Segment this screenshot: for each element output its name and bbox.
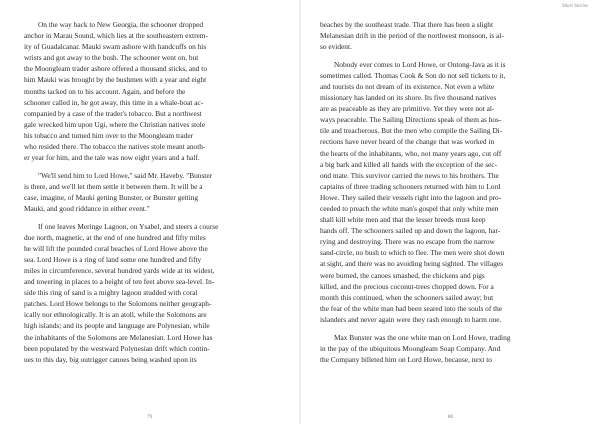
text-line: patches. Lord Howe belongs to the Solomons neither geograph- — [24, 299, 212, 309]
text-line: tile and treacherous. But the men who compile the Sailing Di- — [320, 126, 503, 136]
text-line: If one leaves Meringe Lagoon, on Ysabel, and steers a course — [38, 221, 219, 231]
text-line: missionary has landed on its shore. Its five thousand natives — [320, 93, 497, 103]
text-line: months tacked on to his account. Again, and before the — [24, 86, 186, 96]
text-line: ond mate. This survivor carried the news to his brothers. The — [320, 170, 499, 180]
text-line: hands off. The schooners sailed up and down the lagoon, har- — [320, 226, 501, 236]
text-line: ceeded to preach the white man's gospel that only white men — [320, 204, 499, 213]
text-line: so evident. — [320, 42, 352, 52]
text-line: On the way back to New Georgia, the schooner dropped — [38, 20, 204, 29]
text-line: "We'll send him to Lord Howe," said Mr. Haveby. "Bunster — [38, 170, 213, 180]
text-line: wrists and got away to the bush. The schooner went on, but — [24, 53, 199, 63]
text-line: ically nor ethnologically. It is an atoll, while the Solomons are — [24, 310, 207, 320]
text-line: captains of three trading schooners returned with him to Lord — [320, 181, 501, 191]
text-line: the inhabitants of the Solomons are Melanesian. Lord Howe has — [24, 332, 213, 342]
text-line: been populated by the westward Polynesian drift which contin- — [24, 343, 210, 353]
page-number: 79 — [147, 415, 152, 420]
text-line: case, imagine, of Mauki getting Bunster, or Bunster getting — [24, 192, 199, 202]
paragraph — [320, 332, 583, 365]
left-page — [0, 0, 299, 424]
text-line: islanders and never again were they rash enough to harm one. — [320, 314, 502, 324]
text-line: anchor in Marau Sound, which lies at the southeastern extrem- — [24, 31, 208, 41]
page-number: 80 — [448, 415, 453, 420]
text-line: companied by a case of the trader's tobacco. But a northwest — [24, 108, 202, 118]
text-line: month this continued, when the schooners sailed away; but — [320, 292, 494, 302]
text-line: the Moongleam trader ashore offered a thousand sticks, and to — [24, 64, 207, 74]
running-head: Short Stories — [562, 4, 588, 9]
text-line: him Mauki was brought by the bushmen with a year and eight — [24, 75, 207, 85]
text-line: a big bark and killed all hands with the exception of the sec- — [320, 159, 498, 169]
paragraph — [24, 221, 287, 365]
text-line: he will lift the pounded coral beaches of Lord Howe above the — [24, 243, 208, 253]
text-line: high islands; and its people and language are Polynesian, while — [24, 321, 210, 331]
text-line: his tobacco and turned him over to the Moongleam trader — [24, 130, 194, 140]
text-line: side this ring of sand is a mighty lagoon studded with coral — [24, 288, 198, 298]
text-line: Mauki, and good riddance in either event." — [24, 204, 150, 213]
paragraph — [320, 19, 583, 52]
text-line: schooner called in, he got away, this time in a whale-boat ac- — [24, 97, 204, 107]
text-line: Max Bunster was the one white man on Lord Howe, trading — [334, 332, 511, 342]
text-line: Howe. They sailed their vessels right into the lagoon and pro- — [320, 192, 502, 202]
text-line: the hearts of the inhabitants, who, not many years ago, cut off — [320, 148, 502, 158]
text-line: sea. Lord Howe is a ring of land some one hundred and fifty — [24, 254, 202, 264]
text-line: due north, magnetic, at the end of one hundred and fifty miles — [24, 232, 206, 242]
text-line: miles in circumference, several hundred yards wide at its widest, — [24, 265, 215, 275]
right-page-text — [320, 19, 583, 365]
text-line: and tourists do not dream of its existence. Not even a white — [320, 81, 495, 91]
text-line: gale wrecked him upon Ugi, where the Christian natives stole — [24, 119, 206, 129]
paragraph — [24, 19, 287, 163]
text-line: are as peaceable as they are primitive. Yet they were not al- — [320, 104, 495, 114]
text-line: the fear of the white man had been seared into the souls of the — [320, 303, 503, 313]
text-line: and towering in places to a height of ten feet above sea-level. In- — [24, 277, 215, 287]
left-page-text — [24, 19, 287, 365]
text-line: sand-circle, no bush to which to flee. The men were shot down — [320, 248, 505, 258]
paragraph — [320, 59, 583, 325]
text-line: Melanesian drift in the period of the northwest monsoon, is al- — [320, 31, 504, 41]
text-line: beaches by the southeast trade. That there has been a slight — [320, 20, 493, 29]
text-line: were burned, the canoes smashed, the chickens and pigs — [320, 270, 485, 280]
text-line: who resided there. The tobacco the natives stole meant anoth- — [24, 142, 206, 152]
text-line: er year for him, and the tale was now eight years and a half. — [24, 153, 200, 163]
right-page — [301, 0, 600, 424]
text-line: the Company billeted him on Lord Howe, because, next to — [320, 354, 492, 364]
text-line: rections have never heard of the change that was worked in — [320, 137, 495, 147]
text-line: Nobody ever comes to Lord Howe, or Ontong-Java as it is — [334, 59, 506, 69]
text-line: killed, and the precious coconut-trees chopped down. For a — [320, 281, 494, 291]
text-line: sometimes called. Thomas Cook & Son do not sell tickets to it, — [320, 70, 506, 80]
text-line: in the pay of the ubiquitous Moongleam Soap Company. And — [320, 343, 501, 353]
text-line: shall kill white men and that the lesser breeds must keep — [320, 215, 486, 225]
text-line: ues to this day, big outrigger canoes being washed upon its — [24, 354, 197, 364]
paragraph — [24, 170, 287, 214]
text-line: rying and destroying. There was no escape from the narrow — [320, 237, 495, 247]
text-line: is there, and we'll let them settle it between them. It will be a — [24, 181, 203, 191]
text-line: at sight, and there was no avoiding being sighted. The villages — [320, 259, 504, 269]
text-line: ways peaceable. The Sailing Directions speak of them as hos- — [320, 115, 502, 125]
text-line: ity of Guadalcanar. Mauki swam ashore with handcuffs on his — [24, 42, 207, 52]
